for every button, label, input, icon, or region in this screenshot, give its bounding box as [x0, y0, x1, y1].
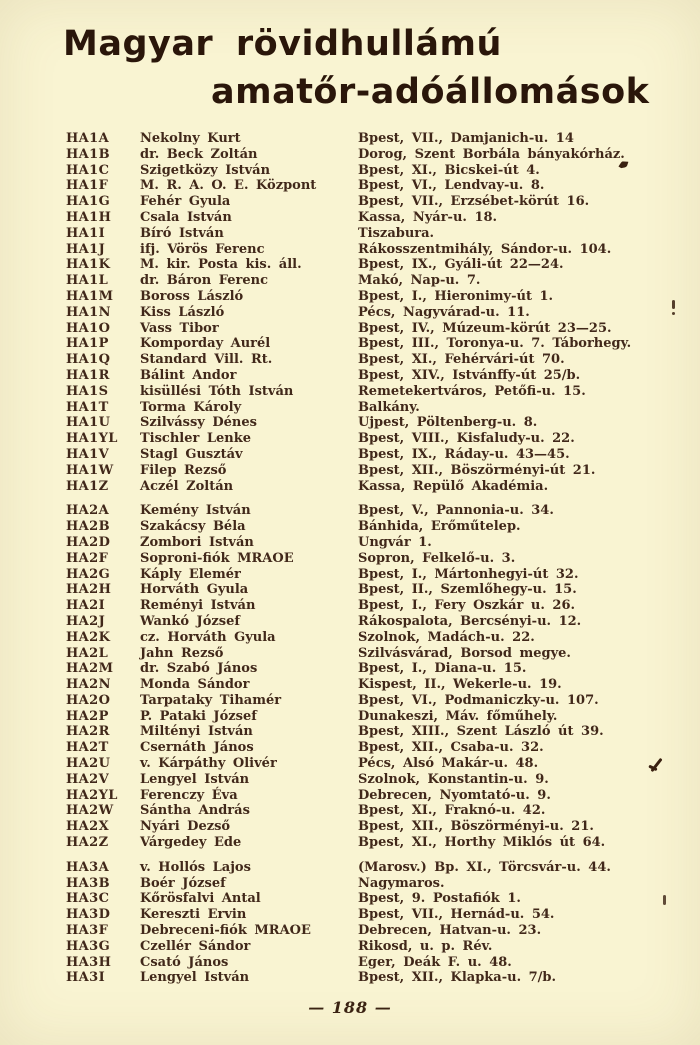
licensee-cell: Bálint Andor	[140, 367, 237, 383]
callsign-cell: HA1A	[66, 131, 110, 146]
licensee-cell: dr. Báron Ferenc	[140, 273, 268, 289]
callsign-cell: HA3H	[66, 954, 112, 970]
table-row	[66, 614, 666, 630]
callsign-cell: HA2A	[66, 503, 110, 519]
address-cell: Bpest, XII., Klapka-u. 7/b.	[358, 970, 557, 986]
table-row	[66, 598, 666, 614]
table-row	[66, 447, 666, 463]
address-cell: Bpest, XII., Böszörményi-út 21.	[358, 462, 596, 478]
licensee-cell: Szigetközy István	[140, 162, 271, 178]
callsign-cell: HA1I	[66, 225, 106, 241]
address-cell: Bpest, IX., Gyáli-út 22—24.	[358, 257, 564, 273]
callsign-cell: HA1YL	[66, 431, 118, 447]
callsign-cell: HA2YL	[66, 787, 118, 803]
callsign-cell: HA1U	[66, 415, 111, 431]
table-row	[66, 939, 666, 955]
table-row	[66, 210, 666, 226]
ink-speck	[663, 895, 666, 905]
table-row	[66, 415, 666, 431]
address-cell: Bpest, XI., Fraknó-u. 42.	[358, 803, 546, 819]
licensee-cell: Káply Elemér	[140, 566, 241, 582]
licensee-cell: Lengyel István	[140, 970, 250, 986]
callsign-cell: HA3A	[66, 859, 110, 875]
station-group-HA3	[66, 860, 666, 986]
address-cell: (Marosv.) Bp. XI., Törcsvár-u. 44.	[358, 859, 611, 875]
callsign-cell: HA1M	[66, 288, 114, 304]
address-cell: Kispest, II., Wekerle-u. 19.	[358, 677, 562, 693]
licensee-cell: Reményi István	[140, 598, 256, 614]
address-cell: Dorog, Szent Borbála bányakórház.	[358, 146, 625, 162]
callsign-cell: HA2H	[66, 582, 112, 598]
address-cell: Rikosd, u. p. Rév.	[358, 938, 493, 954]
address-cell: Bpest, XII., Csaba-u. 32.	[358, 740, 544, 756]
address-cell: Szolnok, Madách-u. 22.	[358, 629, 535, 645]
licensee-cell: Filep Rezső	[140, 462, 227, 478]
address-cell: Pécs, Alsó Makár-u. 48.	[358, 756, 539, 772]
licensee-cell: Miltényi István	[140, 724, 253, 740]
table-row	[66, 803, 666, 819]
address-cell: Debrecen, Nyomtató-u. 9.	[358, 787, 551, 803]
table-row	[66, 194, 666, 210]
address-cell: Tiszabura.	[358, 225, 435, 241]
licensee-cell: M. R. A. O. E. Központ	[140, 178, 317, 194]
address-cell: Bpest, VII., Erzsébet-körút 16.	[358, 194, 590, 210]
licensee-cell: Jahn Rezső	[140, 645, 224, 661]
table-row	[66, 535, 666, 551]
address-cell: Bpest, XIV., Istvánffy-út 25/b.	[358, 367, 581, 383]
table-row	[66, 923, 666, 939]
callsign-cell: HA2D	[66, 534, 111, 550]
licensee-cell: Soproni-fiók MRAOE	[140, 550, 294, 566]
table-row	[66, 693, 666, 709]
address-cell: Bpest, III., Toronya-u. 7. Táborhegy.	[358, 336, 632, 352]
callsign-cell: HA1C	[66, 162, 110, 178]
callsign-cell: HA2J	[66, 613, 106, 629]
licensee-cell: Wankó József	[140, 613, 240, 629]
callsign-cell: HA2T	[66, 740, 109, 756]
callsign-cell: HA1N	[66, 304, 111, 320]
callsign-cell: HA2W	[66, 803, 114, 819]
licensee-cell: Csala István	[140, 209, 232, 225]
table-row	[66, 463, 666, 479]
licensee-cell: Nekolny Kurt	[140, 131, 241, 146]
licensee-cell: Boross László	[140, 288, 244, 304]
table-row	[66, 582, 666, 598]
address-cell: Bpest, I., Fery Oszkár u. 26.	[358, 598, 576, 614]
table-row	[66, 368, 666, 384]
table-row	[66, 226, 666, 242]
station-group-HA2	[66, 503, 666, 851]
callsign-cell: HA1O	[66, 320, 111, 336]
licensee-cell: Zombori István	[140, 534, 254, 550]
table-row	[66, 384, 666, 400]
licensee-cell: Tarpataky Tihamér	[140, 692, 282, 708]
licensee-cell: M. kir. Posta kis. áll.	[140, 257, 302, 273]
table-row	[66, 724, 666, 740]
licensee-cell: dr. Beck Zoltán	[140, 146, 258, 162]
table-row	[66, 756, 666, 772]
callsign-cell: HA2U	[66, 756, 111, 772]
callsign-cell: HA2K	[66, 629, 111, 645]
address-cell: Bpest, VIII., Kisfaludy-u. 22.	[358, 431, 575, 447]
table-row	[66, 257, 666, 273]
address-cell: Szolnok, Konstantin-u. 9.	[358, 771, 549, 787]
page-title-line2: amatőr-adóállomások	[211, 72, 650, 112]
address-cell: Bpest, IV., Múzeum-körút 23—25.	[358, 320, 612, 336]
table-row	[66, 431, 666, 447]
licensee-cell: Fehér Gyula	[140, 194, 231, 210]
address-cell: Bpest, II., Szemlőhegy-u. 15.	[358, 582, 577, 598]
station-group-HA1	[66, 131, 666, 494]
address-cell: Ujpest, Pöltenberg-u. 8.	[358, 415, 538, 431]
licensee-cell: Lengyel István	[140, 771, 250, 787]
callsign-cell: HA2B	[66, 519, 111, 535]
address-cell: Kassa, Repülő Akadémia.	[358, 478, 549, 494]
address-cell: Debrecen, Hatvan-u. 23.	[358, 923, 542, 939]
callsign-cell: HA3G	[66, 938, 111, 954]
address-cell: Sopron, Felkelő-u. 3.	[358, 550, 516, 566]
table-row	[66, 336, 666, 352]
address-cell: Bpest, XIII., Szent László út 39.	[358, 724, 604, 740]
table-row	[66, 661, 666, 677]
licensee-cell: Tischler Lenke	[140, 431, 252, 447]
callsign-cell: HA2N	[66, 677, 111, 693]
licensee-cell: Csató János	[140, 954, 229, 970]
table-row	[66, 352, 666, 368]
callsign-cell: HA2X	[66, 819, 110, 835]
address-cell: Bpest, I., Hieronimy-út 1.	[358, 288, 554, 304]
address-cell: Rákospalota, Bercsényi-u. 12.	[358, 613, 582, 629]
address-cell: Pécs, Nagyvárad-u. 11.	[358, 304, 530, 320]
address-cell: Bpest, I., Mártonhegyi-út 32.	[358, 566, 579, 582]
table-row	[66, 503, 666, 519]
table-row	[66, 860, 666, 876]
address-cell: Remetekertváros, Petőfi-u. 15.	[358, 383, 586, 399]
address-cell: Bpest, I., Diana-u. 15.	[358, 661, 527, 677]
table-row	[66, 242, 666, 258]
address-cell: Bpest, 9. Postafiók 1.	[358, 891, 521, 907]
address-cell: Szilvásvárad, Borsod megye.	[358, 645, 571, 661]
licensee-cell: v. Kárpáthy Olivér	[140, 756, 277, 772]
licensee-cell: Standard Vill. Rt.	[140, 352, 273, 368]
licensee-cell: Horváth Gyula	[140, 582, 249, 598]
table-row	[66, 321, 666, 337]
callsign-cell: HA1R	[66, 367, 110, 383]
licensee-cell: Sántha András	[140, 803, 250, 819]
table-row	[66, 273, 666, 289]
licensee-cell: dr. Szabó János	[140, 661, 258, 677]
licensee-cell: Ferenczy Éva	[140, 787, 238, 803]
table-row	[66, 677, 666, 693]
licensee-cell: cz. Horváth Gyula	[140, 629, 276, 645]
table-row	[66, 955, 666, 971]
address-cell: Bpest, VI., Podmaniczky-u. 107.	[358, 692, 599, 708]
address-cell: Bpest, IX., Ráday-u. 43—45.	[358, 446, 570, 462]
address-cell: Ungvár 1.	[358, 534, 432, 550]
table-row	[66, 835, 666, 851]
callsign-cell: HA1W	[66, 462, 114, 478]
table-row	[66, 709, 666, 725]
licensee-cell: P. Pataki József	[140, 708, 257, 724]
table-row	[66, 519, 666, 535]
callsign-cell: HA1T	[66, 399, 109, 415]
licensee-cell: v. Hollós Lajos	[140, 859, 251, 875]
callsign-cell: HA2F	[66, 550, 109, 566]
licensee-cell: Debreceni-fiók MRAOE	[140, 923, 311, 939]
address-cell: Eger, Deák F. u. 48.	[358, 954, 512, 970]
table-row	[66, 876, 666, 892]
address-cell: Bpest, XI., Bicskei-út 4.	[358, 162, 540, 178]
callsign-cell: HA1S	[66, 383, 109, 399]
table-row	[66, 147, 666, 163]
table-row	[66, 788, 666, 804]
station-list	[66, 131, 666, 995]
address-cell: Kassa, Nyár-u. 18.	[358, 209, 498, 225]
table-row	[66, 551, 666, 567]
table-row	[66, 907, 666, 923]
address-cell: Bpest, VII., Hernád-u. 54.	[358, 907, 555, 923]
licensee-cell: Kemény István	[140, 503, 251, 519]
callsign-cell: HA1P	[66, 336, 109, 352]
callsign-cell: HA2V	[66, 771, 110, 787]
licensee-cell: Szilvássy Dénes	[140, 415, 257, 431]
callsign-cell: HA2L	[66, 645, 109, 661]
callsign-cell: HA1Z	[66, 478, 109, 494]
callsign-cell: HA2I	[66, 598, 106, 614]
licensee-cell: Kereszti Ervin	[140, 907, 247, 923]
address-cell: Bpest, XI., Horthy Miklós út 64.	[358, 835, 606, 851]
address-cell: Bpest, VI., Lendvay-u. 8.	[358, 178, 545, 194]
callsign-cell: HA1L	[66, 273, 109, 289]
page-title-line1: Magyar rövidhullámú	[63, 24, 502, 64]
table-row	[66, 305, 666, 321]
page-number: — 188 —	[308, 998, 392, 1017]
licensee-cell: Vass Tibor	[140, 320, 219, 336]
address-cell: Makó, Nap-u. 7.	[358, 273, 481, 289]
table-row	[66, 479, 666, 495]
address-cell: Bpest, XII., Böszörményi-u. 21.	[358, 819, 594, 835]
callsign-cell: HA1B	[66, 146, 111, 162]
callsign-cell: HA1F	[66, 178, 109, 194]
table-row	[66, 289, 666, 305]
licensee-cell: Csernáth János	[140, 740, 254, 756]
licensee-cell: Boér József	[140, 875, 226, 891]
table-row	[66, 131, 666, 147]
table-row	[66, 630, 666, 646]
licensee-cell: Komporday Aurél	[140, 336, 271, 352]
callsign-cell: HA1H	[66, 209, 112, 225]
callsign-cell: HA2M	[66, 661, 114, 677]
table-row	[66, 400, 666, 416]
callsign-cell: HA3D	[66, 907, 111, 923]
table-row	[66, 970, 666, 986]
address-cell: Bánhida, Erőműtelep.	[358, 519, 521, 535]
callsign-cell: HA3B	[66, 875, 111, 891]
licensee-cell: Várgedey Ede	[140, 835, 242, 851]
address-cell: Dunakeszi, Máv. főműhely.	[358, 708, 558, 724]
licensee-cell: Torma Károly	[140, 399, 242, 415]
licensee-cell: Kiss László	[140, 304, 225, 320]
callsign-cell: HA2P	[66, 708, 109, 724]
table-row	[66, 163, 666, 179]
callsign-cell: HA1K	[66, 257, 111, 273]
callsign-cell: HA3I	[66, 970, 106, 986]
licensee-cell: kisüllési Tóth István	[140, 383, 294, 399]
licensee-cell: ifj. Vörös Ferenc	[140, 241, 265, 257]
licensee-cell: Czellér Sándor	[140, 938, 251, 954]
licensee-cell: Aczél Zoltán	[140, 478, 234, 494]
ink-speck	[672, 300, 675, 309]
table-row	[66, 891, 666, 907]
callsign-cell: HA3F	[66, 923, 109, 939]
table-row	[66, 178, 666, 194]
callsign-cell: HA2O	[66, 692, 111, 708]
address-cell: Bpest, VII., Damjanich-u. 14	[358, 131, 574, 146]
callsign-cell: HA2G	[66, 566, 111, 582]
table-row	[66, 567, 666, 583]
address-cell: Rákosszentmihály, Sándor-u. 104.	[358, 241, 612, 257]
address-cell: Balkány.	[358, 399, 420, 415]
table-row	[66, 819, 666, 835]
callsign-cell: HA2R	[66, 724, 110, 740]
table-row	[66, 740, 666, 756]
callsign-cell: HA1Q	[66, 352, 111, 368]
callsign-cell: HA1V	[66, 446, 110, 462]
callsign-cell: HA1G	[66, 194, 111, 210]
address-cell: Bpest, XI., Fehérvári-út 70.	[358, 352, 565, 368]
table-row	[66, 772, 666, 788]
licensee-cell: Kőrösfalvi Antal	[140, 891, 261, 907]
address-cell: Nagymaros.	[358, 875, 445, 891]
address-cell: Bpest, V., Pannonia-u. 34.	[358, 503, 554, 519]
licensee-cell: Monda Sándor	[140, 677, 250, 693]
table-row	[66, 646, 666, 662]
callsign-cell: HA1J	[66, 241, 106, 257]
callsign-cell: HA2Z	[66, 835, 109, 851]
licensee-cell: Szakácsy Béla	[140, 519, 246, 535]
licensee-cell: Nyári Dezső	[140, 819, 231, 835]
licensee-cell: Bíró István	[140, 225, 224, 241]
callsign-cell: HA3C	[66, 891, 110, 907]
licensee-cell: Stagl Gusztáv	[140, 446, 243, 462]
